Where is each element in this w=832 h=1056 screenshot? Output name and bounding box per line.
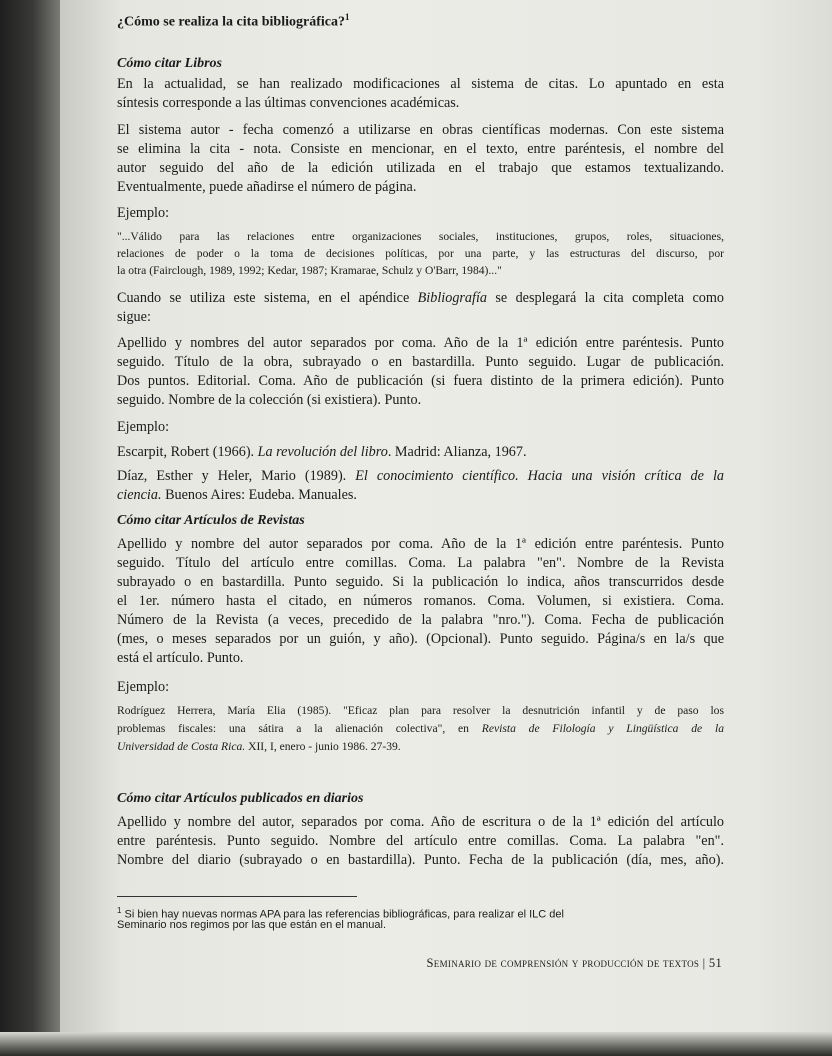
reference-line: Escarpit, Robert (1966). La revolución del libro. Madrid: Alianza, 1967. [117,444,527,460]
footnote-line: Seminario nos regimos por las que están en el manual. [117,919,387,931]
paragraph-line: Apellido y nombre del autor, separados por coma. Año de escritura o de la 1ª edición del artículo [117,814,724,830]
reference-line: Rodríguez Herrera, María Elia (1985). "Eficaz plan para resolver la desnutrición infantil y de paso los [117,704,724,717]
paragraph-line: subrayado o en bastardilla. Punto seguido. Si la publicación lo indica, años transcurridos desde [117,574,724,590]
section-title-libros: Cómo citar Libros [117,56,223,71]
example-label: Ejemplo: [117,679,170,695]
paragraph-line: Número de la Revista (a veces, precedido de la palabra "nro."). Coma. Fecha de publicación [117,612,724,628]
quote-line: "...Válido para las relaciones entre organizaciones sociales, instituciones, grupos, roles, situaciones, [117,230,724,243]
paragraph-line: autor seguido del año de la edición utilizada en el trabajo que estamos textualizando. [117,160,724,176]
paragraph-line: (mes, o meses separados por un guión, y año). (Opcional). Punto seguido. Página/s en la/s que [117,631,724,647]
paragraph-line: Apellido y nombre del autor separados por coma. Año de la 1ª edición entre paréntesis. Punto [117,536,724,552]
paragraph-line: Eventualmente, puede añadirse el número de página. [117,179,417,195]
page-footer [427,956,722,971]
paragraph-line: entre paréntesis. Punto seguido. Nombre del artículo entre comillas. Coma. La palabra "en". [117,833,724,849]
example-label: Ejemplo: [117,419,170,435]
section-title-diarios: Cómo citar Artículos publicados en diarios [117,791,364,806]
paragraph-line: El sistema autor - fecha comenzó a utilizarse en obras científicas modernas. Con este sistema [117,122,724,138]
page-heading: ¿Cómo se realiza la cita bibliográfica?$^1$ [117,12,350,30]
example-label: Ejemplo: [117,205,170,221]
paragraph-line: Apellido y nombres del autor separados por coma. Año de la 1ª edición entre paréntesis. Punto [117,335,724,351]
paragraph-line: En la actualidad, se han realizado modificaciones al sistema de citas. Lo apuntado en esta [117,76,724,92]
paragraph-line: está el artículo. Punto. [117,650,244,666]
footnote-line: $^1$ Si bien hay nuevas normas APA para las referencias bibliográficas, para realizar el ILC del [117,906,564,921]
bottom-shadow [0,1032,832,1056]
reference-line: ciencia. Buenos Aires: Eudeba. Manuales. [117,487,357,503]
section-title-revistas: Cómo citar Artículos de Revistas [117,513,305,528]
quote-line: la otra (Fairclough, 1989, 1992; Kedar, 1987; Kramarae, Schulz y O'Barr, 1984)..." [117,264,502,277]
reference-line: Universidad de Costa Rica. XII, I, enero - junio 1986. 27-39. [117,740,401,753]
quote-line: relaciones de poder o la toma de decisiones políticas, por una parte, y las estructuras del discurso, por [117,247,724,260]
paragraph-line: sigue: [117,309,151,325]
reference-line: problemas fiscales: una sátira a la alienación colectiva", en Revista de Filología y Lingüística de la [117,722,724,735]
paragraph-line: Cuando se utiliza este sistema, en el apéndice Bibliografía se desplegará la cita completa como [117,290,724,306]
paragraph-line: seguido. Título del artículo entre comillas. Coma. La palabra "en". Nombre de la Revista [117,555,724,571]
footer-separator: | [702,956,706,970]
paragraph-line: seguido. Nombre de la colección (si existiera). Punto. [117,392,422,408]
paragraph-line: se elimina la cita - nota. Consiste en mencionar, en el texto, entre paréntesis, el nombre del [117,141,724,157]
footer-title: Seminario de comprensión y producción de textos [426,956,700,970]
page-number: 51 [708,956,722,970]
footnote-separator [117,896,357,897]
paragraph-line: Nombre del diario (subrayado o en bastardilla). Punto. Fecha de la publicación (día, mes, año). [117,852,724,868]
paragraph-line: seguido. Título de la obra, subrayado o en bastardilla. Punto seguido. Lugar de publicación. [117,354,724,370]
paragraph-line: Dos puntos. Editorial. Coma. Año de publicación (si fuera distinto de la primera edición). Punto [117,373,724,389]
paragraph-line: el 1er. número hasta el citado, en números romanos. Coma. Volumen, si existiera. Coma. [117,593,724,609]
paragraph-line: síntesis corresponde a las últimas convenciones académicas. [117,95,460,111]
reference-line: Díaz, Esther y Heler, Mario (1989). El conocimiento científico. Hacia una visión crítica de la [117,468,724,484]
